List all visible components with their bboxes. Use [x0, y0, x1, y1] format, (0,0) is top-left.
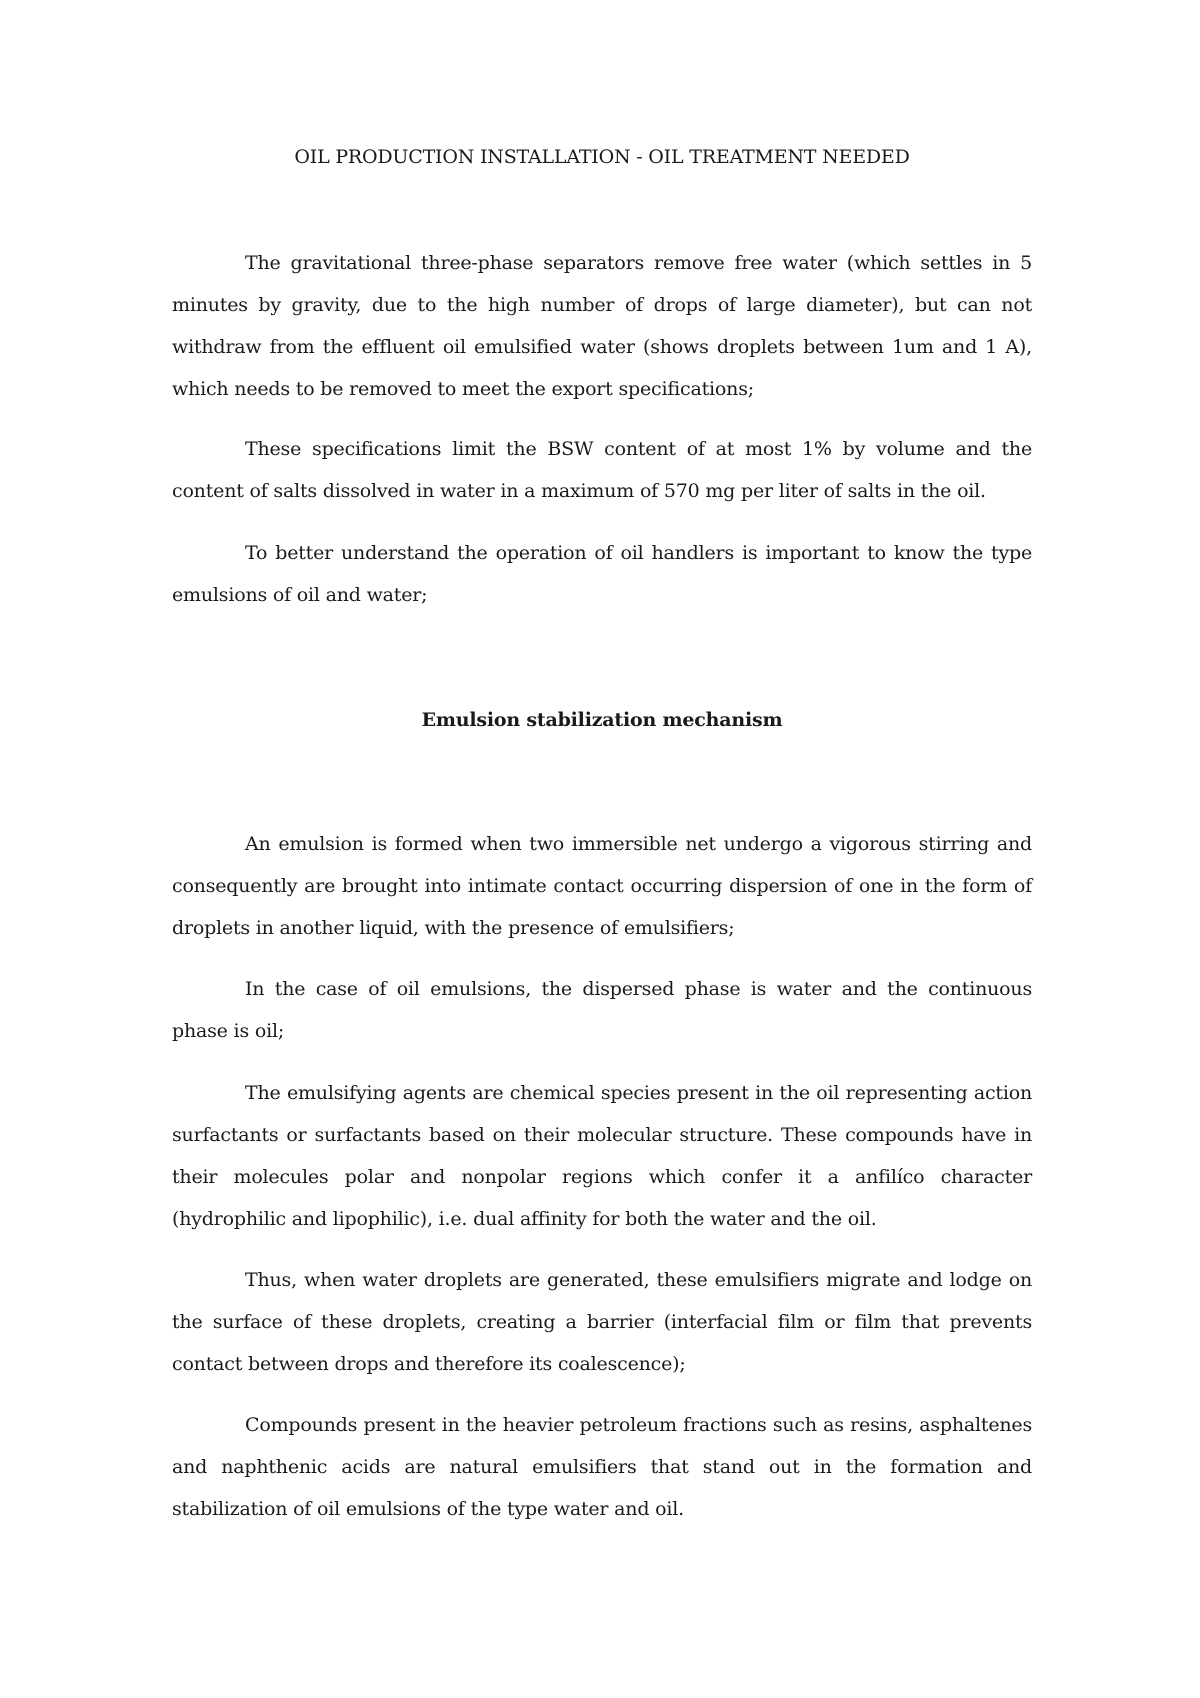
paragraph-natural-emulsifiers: Compounds present in the heavier petroleum fractions such as resins, asphaltenes and naphthenic acids are natural emulsifiers that stand out in the formation and stabilization of oil emulsions of the type water and oil. [172, 1414, 1032, 1520]
section-heading: Emulsion stabilization mechanism [421, 709, 783, 731]
paragraph-droplets-barrier: Thus, when water droplets are generated, these emulsifiers migrate and lodge on the surface of these droplets, creating a barrier (interfacial film or film that prevents contact between drops and therefore its coalescence); [172, 1269, 1032, 1375]
paragraph-emulsion-formation: An emulsion is formed when two immersible net undergo a vigorous stirring and consequently are brought into intimate contact occurring dispersion of one in the form of droplets in another liquid, with the presence of emulsifiers; [172, 833, 1032, 939]
paragraph-emulsifying-agents: The emulsifying agents are chemical species present in the oil representing action surfactants or surfactants based on their molecular structure. These compounds have in their molecules polar and nonpolar regions which confer it a anfilíco character (hydrophilic and lipophilic), i.e. dual affinity for both the water and the oil. [172, 1082, 1032, 1230]
paragraph-oil-emulsions: In the case of oil emulsions, the dispersed phase is water and the continuous phase is oil; [172, 978, 1032, 1042]
paragraph-separators: The gravitational three-phase separators remove free water (which settles in 5 minutes by gravity, due to the high number of drops of large diameter), but can not withdraw from the effluent oil emulsified water (shows droplets between 1um and 1 A), which needs to be removed to meet the export specifications; [172, 252, 1032, 400]
paragraph-understanding: To better understand the operation of oil handlers is important to know the type emulsions of oil and water; [172, 542, 1032, 606]
document-title: OIL PRODUCTION INSTALLATION - OIL TREATMENT NEEDED [294, 146, 910, 168]
paragraph-specifications: These specifications limit the BSW content of at most 1% by volume and the content of salts dissolved in water in a maximum of 570 mg per liter of salts in the oil. [172, 438, 1032, 502]
